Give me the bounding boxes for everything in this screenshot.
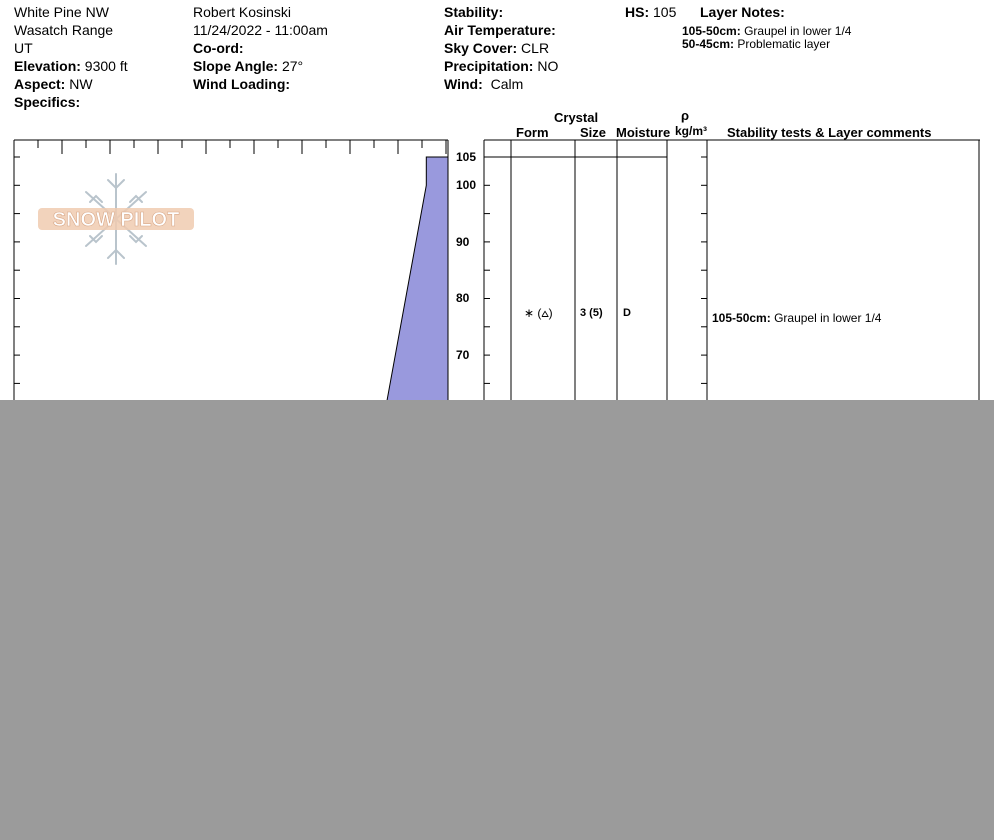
range-name: Wasatch Range xyxy=(14,22,114,38)
wind-loading-label: Wind Loading: xyxy=(193,76,291,92)
depth-tick-label: 80 xyxy=(456,291,470,305)
stability-label: Stability: xyxy=(444,4,504,20)
hs-label: HS: xyxy=(625,4,650,20)
layer-comment xyxy=(712,311,881,325)
hs-value: 105 xyxy=(653,4,677,20)
layer-note-range: 105-50cm: xyxy=(682,24,741,38)
layer-note-text: Graupel in lower 1/4 xyxy=(744,24,852,38)
observer-name: Robert Kosinski xyxy=(193,4,292,20)
depth-scale-ticks xyxy=(484,157,707,412)
form-header: Form xyxy=(516,125,549,140)
aspect-label: Aspect: xyxy=(14,76,66,92)
moisture-value: D xyxy=(623,307,631,319)
layer-notes-title: Layer Notes: xyxy=(700,4,785,20)
sky-label: Sky Cover: xyxy=(444,40,518,56)
comments-header: Stability tests & Layer comments xyxy=(727,125,932,140)
air-temp-label: Air Temperature: xyxy=(444,22,556,38)
observation-datetime: 11/24/2022 - 11:00am xyxy=(193,22,328,38)
depth-tick-label: 70 xyxy=(456,348,470,362)
crystal-form-symbol: ∗ (⩟) xyxy=(524,306,553,320)
snowpilot-logo xyxy=(36,170,196,268)
elevation-label: Elevation: xyxy=(14,58,81,74)
slope-value: 27° xyxy=(281,58,304,74)
density-unit-header: kg/m³ xyxy=(675,124,708,138)
slope-label: Slope Angle: xyxy=(193,58,279,74)
depth-tick-label: 105 xyxy=(456,150,477,164)
size-header: Size xyxy=(580,125,607,140)
elevation-value: 9300 ft xyxy=(84,58,128,74)
moisture-header: Moisture xyxy=(616,125,671,140)
layer-comment-range: 105-50cm: xyxy=(712,311,771,325)
depth-tick-label: 100 xyxy=(456,178,477,192)
layer-table xyxy=(484,140,980,420)
rho-header: ρ xyxy=(681,108,690,123)
crystal-header: Crystal xyxy=(554,110,599,125)
hardness-ticks xyxy=(14,140,446,154)
state-name: UT xyxy=(14,40,33,56)
precip-value: NO xyxy=(537,58,559,74)
wind-label: Wind: xyxy=(444,76,483,92)
precip-label: Precipitation: xyxy=(444,58,534,74)
layer-note-range: 50-45cm: xyxy=(682,37,735,51)
specifics-label: Specifics: xyxy=(14,94,81,110)
location-name: White Pine NW xyxy=(14,4,109,20)
depth-tick-label: 90 xyxy=(456,235,470,249)
crystal-size-value: 3 (5) xyxy=(580,307,603,319)
depth-ticks-left xyxy=(14,157,20,412)
logo-text: SNOW PILOT xyxy=(52,209,180,231)
grey-overlay xyxy=(0,400,994,840)
layer-comment-text: Graupel in lower 1/4 xyxy=(774,311,882,325)
layer-note-text: Problematic layer xyxy=(737,37,831,51)
coord-label: Co-ord: xyxy=(193,40,244,56)
wind-value: Calm xyxy=(490,76,524,92)
sky-value: CLR xyxy=(521,40,550,56)
hardness-profile-area xyxy=(383,157,448,423)
aspect-value: NW xyxy=(69,76,93,92)
